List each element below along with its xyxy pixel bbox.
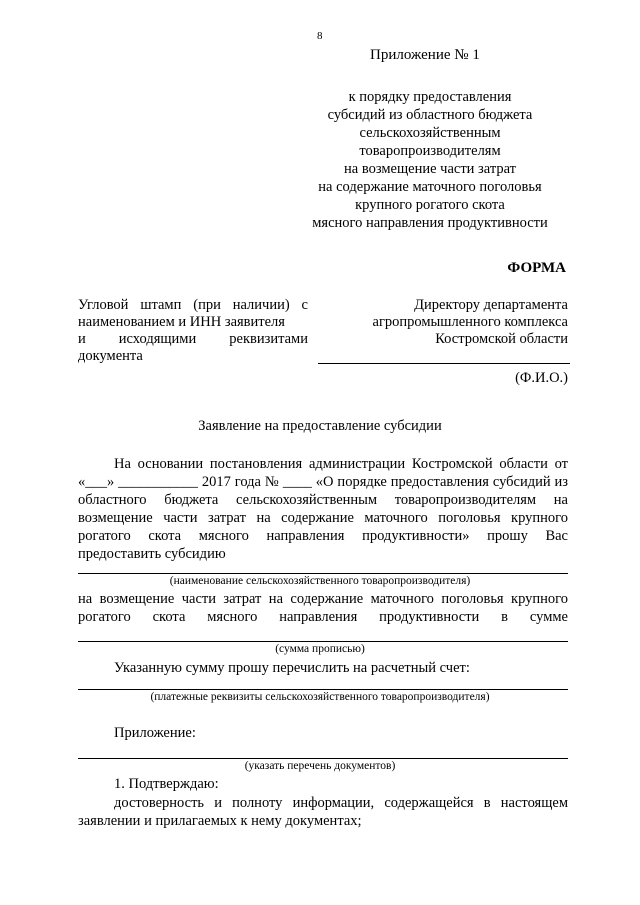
purpose-line: рогатого скота мясного направления продуктивности в сумме xyxy=(78,609,568,625)
addressee-block xyxy=(318,297,568,348)
reliability-line: достоверность и полноту информации, содержащейся в настоящем xyxy=(114,795,568,811)
stamp-line: и исходящими реквизитами xyxy=(78,331,308,347)
corner-stamp-note xyxy=(78,297,308,365)
documents-caption: (указать перечень документов) xyxy=(244,760,396,772)
reliability-line: заявлении и прилагаемых к нему документах; xyxy=(78,813,362,829)
documents-underline xyxy=(78,758,568,759)
transfer-line: Указанную сумму прошу перечислить на расчетный счет: xyxy=(114,660,470,676)
requisites-caption: (платежные реквизиты сельскохозяйственного товаропроизводителя) xyxy=(150,691,490,703)
sum-underline xyxy=(78,641,568,642)
addressee-line: Костромской области xyxy=(435,331,568,347)
confirm-line: 1. Подтверждаю: xyxy=(114,776,219,792)
stamp-line: наименованием и ИНН заявителя xyxy=(78,314,285,330)
page-number: 8 xyxy=(317,30,323,42)
appendix-description xyxy=(300,88,560,232)
appendix-line: крупного рогатого скота xyxy=(355,197,505,213)
application-text: На основании постановления администрации Костромской области от «___» ___________ 2017 года № ____ «О порядке предоставления субсидий из областного бюджета сельскохозяйственным товаропроизводителям на возмещение части затрат на содержание маточного поголовья крупного рогатого скота мясного направления продуктивности» прошу Вас предоставить субсидию xyxy=(78,456,568,562)
appendix-line: мясного направления продуктивности xyxy=(312,215,548,231)
appendix-line: сельскохозяйственным xyxy=(359,125,501,141)
stamp-line: документа xyxy=(78,348,143,364)
stamp-line: Угловой штамп (при наличии) с xyxy=(78,297,308,313)
producer-name-caption: (наименование сельскохозяйственного товаропроизводителя) xyxy=(169,575,471,587)
application-heading: Заявление на предоставление субсидии xyxy=(198,418,442,434)
addressee-line: Директору департамента xyxy=(414,297,568,313)
appendix-line: товаропроизводителям xyxy=(359,143,501,159)
form-label: ФОРМА xyxy=(507,260,566,276)
appendix-title: Приложение № 1 xyxy=(370,47,480,63)
fio-caption: (Ф.И.О.) xyxy=(515,370,568,386)
appendix-line: субсидий из областного бюджета xyxy=(327,107,533,123)
appendix-line: к порядку предоставления xyxy=(348,89,512,105)
addressee-line: агропромышленного комплекса xyxy=(372,314,568,330)
producer-name-underline xyxy=(78,573,568,574)
attachment-line: Приложение: xyxy=(114,725,196,741)
appendix-line: на содержание маточного поголовья xyxy=(318,179,542,195)
purpose-line: на возмещение части затрат на содержание маточного поголовья крупного xyxy=(78,591,568,607)
fio-underline xyxy=(318,363,570,364)
requisites-underline xyxy=(78,689,568,690)
sum-caption: (сумма прописью) xyxy=(275,643,365,655)
application-paragraph xyxy=(78,455,568,563)
appendix-line: на возмещение части затрат xyxy=(344,161,516,177)
